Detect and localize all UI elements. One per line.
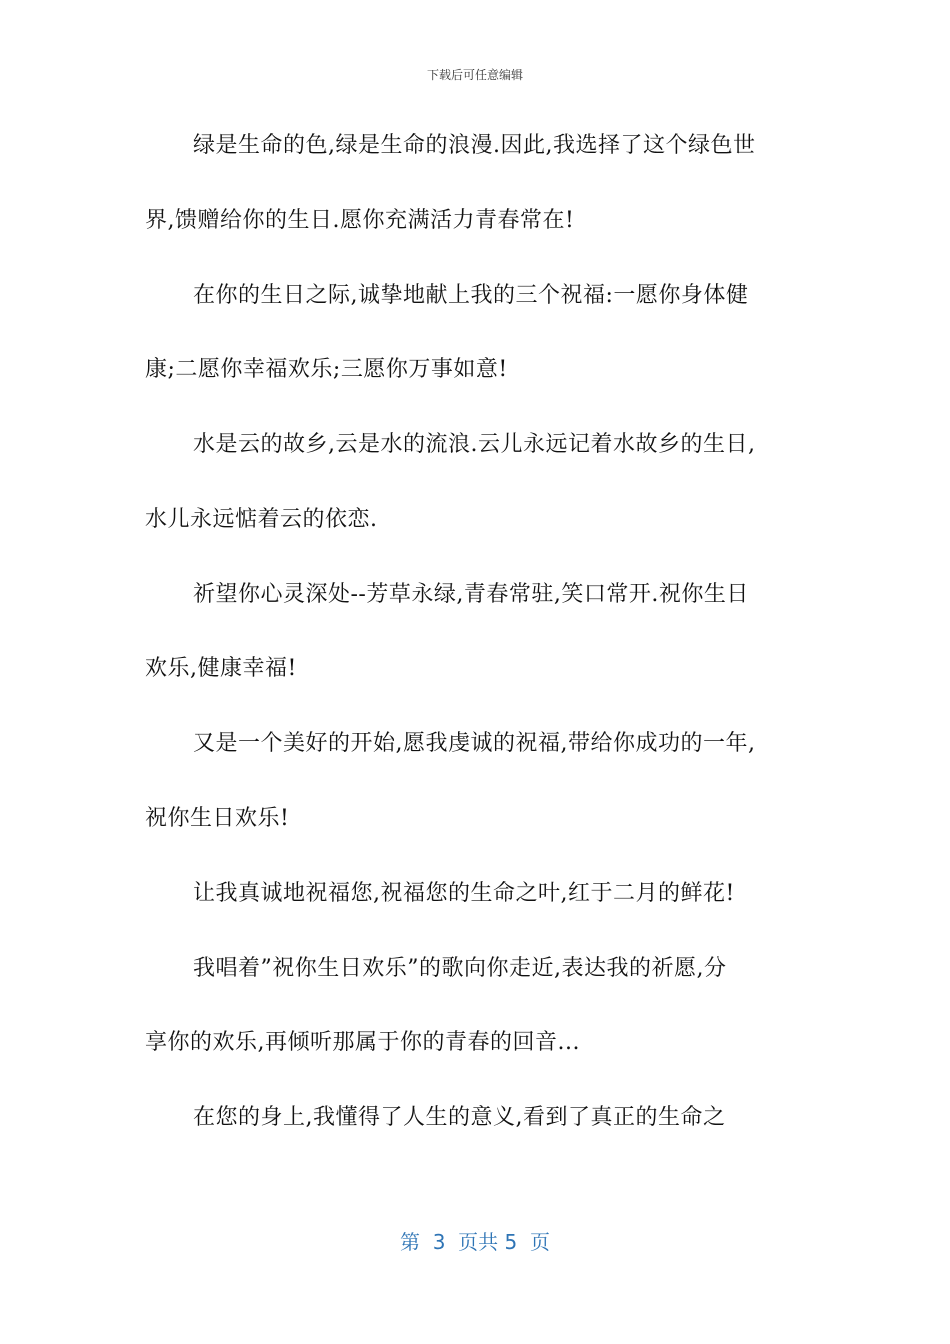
paragraph-line: 祈望你心灵深处--芳草永绿,青春常驻,笑口常开.祝你生日 (193, 582, 749, 607)
paragraph-line: 让我真诚地祝福您,祝福您的生命之叶,红于二月的鲜花! (193, 881, 735, 906)
page-header: 下载后可任意编辑 (426, 68, 523, 82)
paragraph-line: 享你的欢乐,再倾听那属于你的青春的回音... (145, 1030, 580, 1055)
page-footer: 第 3 页共 5 页 (400, 1230, 550, 1254)
paragraph-line: 祝你生日欢乐! (145, 806, 290, 831)
paragraph-line: 又是一个美好的开始,愿我虔诚的祝福,带给你成功的一年, (193, 731, 756, 756)
paragraph-line: 在你的生日之际,诚挚地献上我的三个祝福:一愿你身体健 (193, 283, 749, 308)
paragraph-line: 康;二愿你幸福欢乐;三愿你万事如意! (145, 357, 508, 382)
paragraph-line: 在您的身上,我懂得了人生的意义,看到了真正的生命之 (193, 1105, 726, 1130)
paragraph-line: 界,馈赠给你的生日.愿你充满活力青春常在! (145, 208, 575, 233)
paragraph-line: 绿是生命的色,绿是生命的浪漫.因此,我选择了这个绿色世 (193, 133, 756, 158)
paragraph-line: 我唱着”祝你生日欢乐”的歌向你走近,表达我的祈愿,分 (193, 956, 727, 981)
paragraph-line: 欢乐,健康幸福! (145, 656, 297, 681)
paragraph-line: 水儿永远惦着云的依恋. (145, 507, 378, 532)
paragraph-line: 水是云的故乡,云是水的流浪.云儿永远记着水故乡的生日, (193, 432, 756, 457)
